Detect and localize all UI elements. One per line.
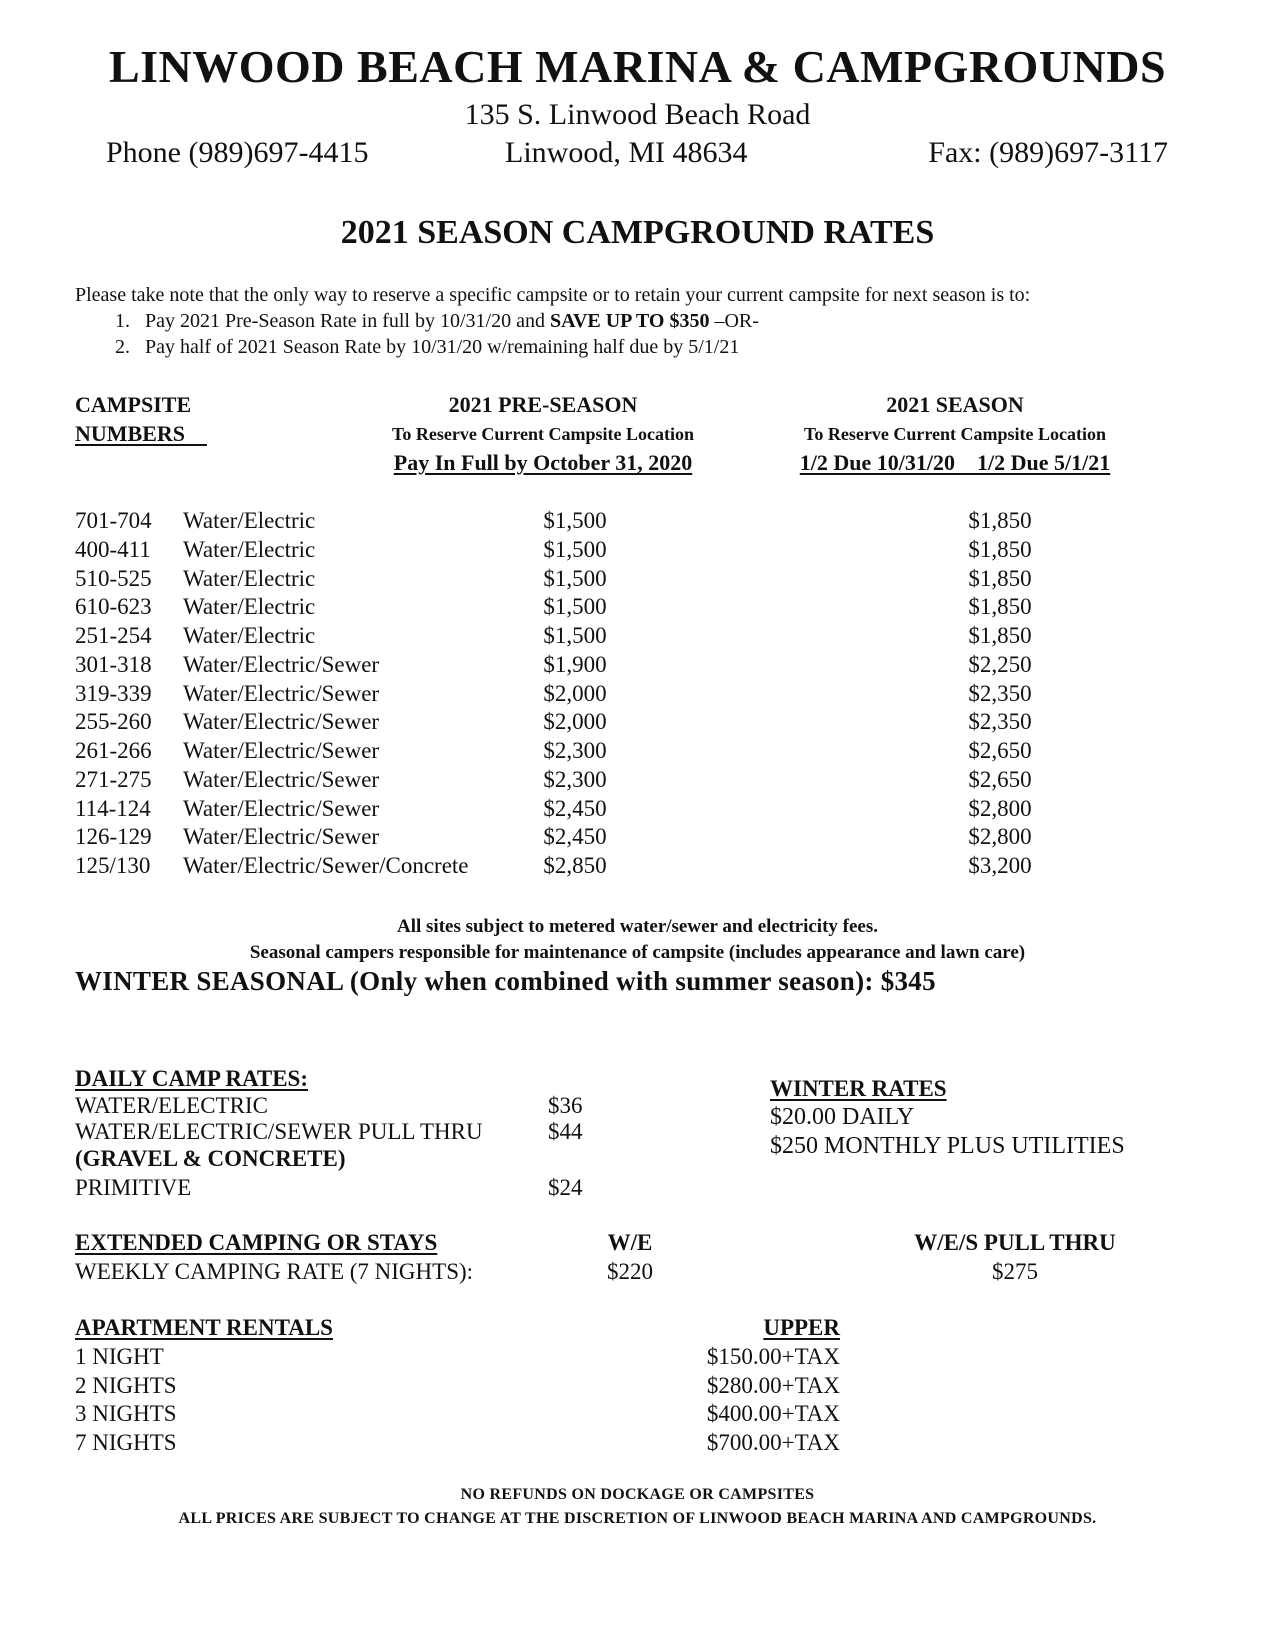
rate-row-sites: 261-266 <box>75 738 152 763</box>
we-column-header: W/E <box>607 1230 653 1255</box>
daily-rate-value: $44 <box>548 1119 583 1144</box>
daily-rate-label: PRIMITIVE <box>75 1175 192 1200</box>
apartment-nights: 3 NIGHTS <box>75 1401 177 1426</box>
org-name: LINWOOD BEACH MARINA & CAMPGROUNDS <box>108 41 1167 92</box>
rate-row-sites: 126-129 <box>75 824 152 849</box>
rate-row-pre: $1,900 <box>543 652 607 677</box>
rate-row-type: Water/Electric/Sewer <box>183 824 380 849</box>
no-refunds-note: NO REFUNDS ON DOCKAGE OR CAMPSITES <box>460 1486 815 1503</box>
rate-row-sites: 610-623 <box>75 594 152 619</box>
rate-row-type: Water/Electric <box>183 508 316 533</box>
pre-season-header: 2021 PRE-SEASON <box>448 392 638 417</box>
daily-rate-value: $24 <box>548 1175 583 1200</box>
daily-rate-label: WATER/ELECTRIC <box>75 1093 268 1118</box>
rate-row-type: Water/Electric <box>183 594 316 619</box>
apartment-price: $150.00+TAX <box>706 1344 840 1369</box>
rate-row-pre: $2,000 <box>543 681 607 706</box>
winter-seasonal-rate: WINTER SEASONAL (Only when combined with summer season): $345 <box>75 966 936 996</box>
upper-column-header: UPPER <box>763 1315 840 1340</box>
season-header: 2021 SEASON <box>886 392 1024 417</box>
rate-row-type: Water/Electric/Sewer <box>183 738 380 763</box>
rate-row-sites: 510-525 <box>75 566 152 591</box>
apartment-nights: 1 NIGHT <box>75 1344 164 1369</box>
rate-row-sites: 301-318 <box>75 652 152 677</box>
campsite-header: CAMPSITE <box>75 392 192 417</box>
fax-number: Fax: (989)697-3117 <box>928 136 1168 169</box>
rate-row-sites: 400-411 <box>75 537 151 562</box>
rate-row-season: $3,200 <box>968 853 1032 878</box>
option-text: Pay 2021 Pre-Season Rate in full by 10/31/20 and <box>145 310 550 332</box>
rate-row-sites: 125/130 <box>75 853 151 878</box>
rate-row-type: Water/Electric <box>183 623 316 648</box>
numbers-header: NUMBERS <box>75 421 186 446</box>
rate-row-season: $2,800 <box>968 796 1032 821</box>
rate-row-type: Water/Electric/Sewer <box>183 796 380 821</box>
rate-row-type: Water/Electric/Sewer <box>183 652 380 677</box>
rate-row-season: $2,350 <box>968 681 1032 706</box>
rate-row-sites: 251-254 <box>75 623 152 648</box>
rate-row-type: Water/Electric/Sewer/Concrete <box>183 853 469 878</box>
option-number: 2. <box>115 336 130 358</box>
price-change-disclaimer: ALL PRICES ARE SUBJECT TO CHANGE AT THE DISCRETION OF LINWOOD BEACH MARINA AND CAMPGROUNDS. <box>178 1510 1097 1527</box>
rate-row-pre: $2,450 <box>543 796 607 821</box>
daily-rate-value: $36 <box>548 1093 583 1118</box>
wes-pull-thru-column-header: W/E/S PULL THRU <box>914 1230 1116 1255</box>
rate-row-sites: 271-275 <box>75 767 152 792</box>
option-number: 1. <box>115 310 130 332</box>
season-due-header: 1/2 Due 10/31/20 1/2 Due 5/1/21 <box>799 450 1111 475</box>
rate-row-season: $2,650 <box>968 767 1032 792</box>
daily-rates-title: DAILY CAMP RATES: <box>75 1066 309 1091</box>
metered-fees-note: All sites subject to metered water/sewer and electricity fees. <box>397 916 878 937</box>
rate-row-season: $1,850 <box>968 594 1032 619</box>
rate-row-season: $1,850 <box>968 623 1032 648</box>
rate-row-type: Water/Electric <box>183 537 316 562</box>
maintenance-note: Seasonal campers responsible for maintenance of campsite (includes appearance and lawn care) <box>249 942 1026 963</box>
pre-season-due-header: Pay In Full by October 31, 2020 <box>393 450 693 475</box>
rate-row-pre: $1,500 <box>543 537 607 562</box>
daily-rate-label: WATER/ELECTRIC/SEWER PULL THRU <box>75 1119 483 1144</box>
weekly-rate-label: WEEKLY CAMPING RATE (7 NIGHTS): <box>75 1259 474 1284</box>
rate-row-season: $1,850 <box>968 508 1032 533</box>
apartment-nights: 2 NIGHTS <box>75 1373 177 1398</box>
address: 135 S. Linwood Beach Road <box>464 98 811 131</box>
notice-option-1 <box>115 310 759 333</box>
option-tail: –OR- <box>709 310 759 332</box>
rate-row-pre: $1,500 <box>543 623 607 648</box>
rate-row-season: $1,850 <box>968 566 1032 591</box>
rate-row-type: Water/Electric/Sewer <box>183 709 380 734</box>
rate-row-season: $2,350 <box>968 709 1032 734</box>
option-text: Pay half of 2021 Season Rate by 10/31/20 w/remaining half due by 5/1/21 <box>145 336 740 358</box>
rate-row-sites: 701-704 <box>75 508 152 533</box>
daily-rate-sublabel: (GRAVEL & CONCRETE) <box>75 1146 346 1171</box>
rate-row-season: $1,850 <box>968 537 1032 562</box>
rate-row-type: Water/Electric/Sewer <box>183 681 380 706</box>
city-state-zip: Linwood, MI 48634 <box>505 136 748 169</box>
rate-row-pre: $1,500 <box>543 594 607 619</box>
rate-row-season: $2,650 <box>968 738 1032 763</box>
page-title: 2021 SEASON CAMPGROUND RATES <box>340 214 935 251</box>
rate-row-pre: $2,000 <box>543 709 607 734</box>
rate-row-type: Water/Electric <box>183 566 316 591</box>
extended-camping-title: EXTENDED CAMPING OR STAYS <box>75 1230 438 1255</box>
weekly-wes-rate: $275 <box>992 1259 1038 1284</box>
rate-row-sites: 114-124 <box>75 796 151 821</box>
rate-row-pre: $2,300 <box>543 767 607 792</box>
winter-rates-title: WINTER RATES <box>770 1076 947 1101</box>
apartment-price: $700.00+TAX <box>706 1430 840 1455</box>
rate-row-pre: $1,500 <box>543 566 607 591</box>
apartment-nights: 7 NIGHTS <box>75 1430 177 1455</box>
rate-row-sites: 319-339 <box>75 681 152 706</box>
pre-season-subheader: To Reserve Current Campsite Location <box>392 424 694 444</box>
apartment-price: $280.00+TAX <box>706 1373 840 1398</box>
rate-row-season: $2,250 <box>968 652 1032 677</box>
rate-row-type: Water/Electric/Sewer <box>183 767 380 792</box>
rate-row-sites: 255-260 <box>75 709 152 734</box>
rate-row-season: $2,800 <box>968 824 1032 849</box>
rate-row-pre: $2,850 <box>543 853 607 878</box>
winter-daily-rate: $20.00 DAILY <box>770 1104 915 1130</box>
rate-row-pre: $1,500 <box>543 508 607 533</box>
weekly-we-rate: $220 <box>607 1259 653 1284</box>
winter-monthly-rate: $250 MONTHLY PLUS UTILITIES <box>770 1133 1125 1159</box>
season-subheader: To Reserve Current Campsite Location <box>804 424 1106 444</box>
apartment-rentals-title: APARTMENT RENTALS <box>75 1315 333 1340</box>
notice-intro: Please take note that the only way to reserve a specific campsite or to retain your current campsite for next season is to: <box>75 284 1031 306</box>
rate-row-pre: $2,450 <box>543 824 607 849</box>
notice-option-2 <box>115 336 739 359</box>
rate-row-pre: $2,300 <box>543 738 607 763</box>
apartment-price: $400.00+TAX <box>706 1401 840 1426</box>
savings-highlight: SAVE UP TO $350 <box>549 310 710 332</box>
phone-number: Phone (989)697-4415 <box>106 136 369 169</box>
